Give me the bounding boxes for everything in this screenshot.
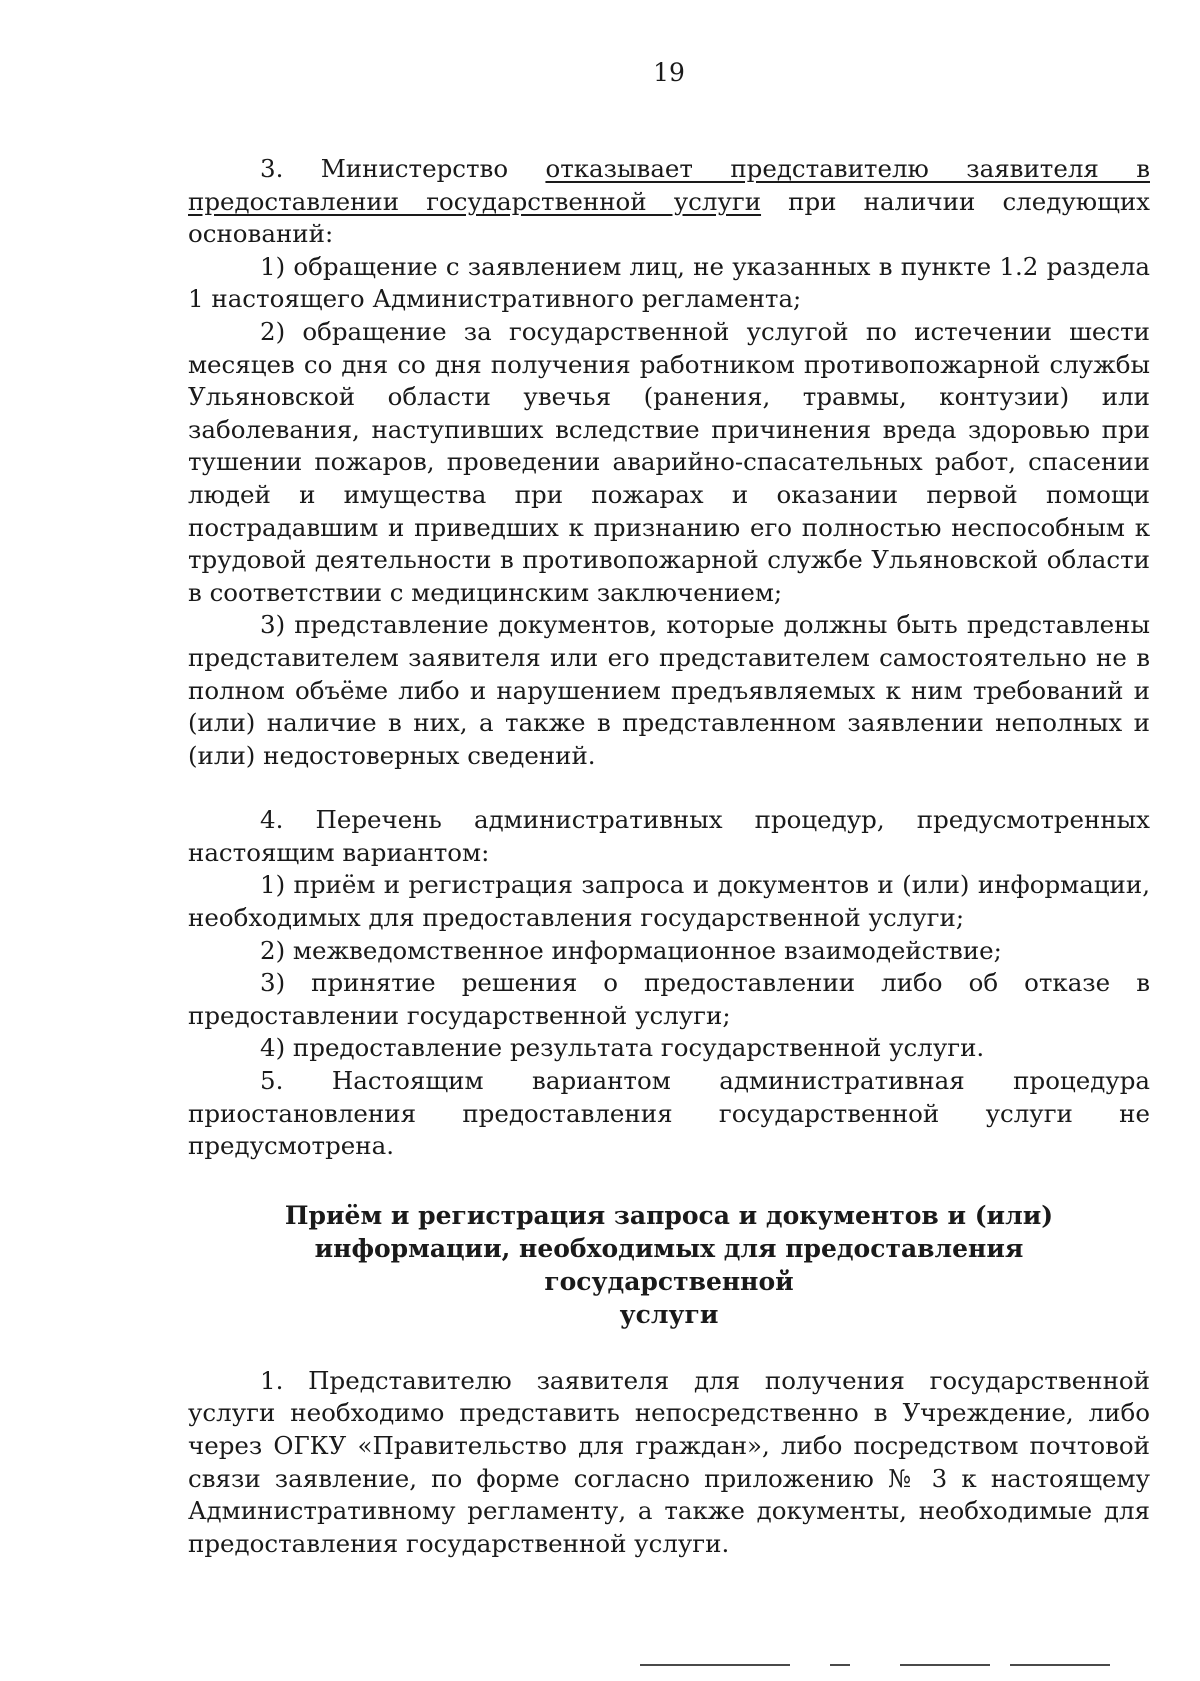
section-3-item-3: 3) представление документов, которые должны быть представлены представителем заявителя или его представителем самостоятельно не в полном объёме либо и нарушением предъявляемых к ним требований и (или) наличие в них, а также в представленном заявлении неполных и (или) недостоверных сведений. <box>188 610 1150 770</box>
section-5-paragraph: 5. Настоящим вариантом административная процедура приостановления предоставления государственной услуги не предусмотрена. <box>188 1066 1150 1161</box>
scan-artifact-line <box>900 1664 990 1666</box>
section-3-lead: 3. Министерство <box>260 154 546 183</box>
section-3-item-2: 2) обращение за государственной услугой по истечении шести месяцев со дня со дня получения работником противопожарной службы Ульяновской области увечья (ранения, травмы, контузии) или заболевания, наступивших вследствие причинения вреда здоровью при тушении пожаров, проведении аварийно-спасательных работ, спасении людей и имущества при пожарах и оказании первой помощи пострадавшим и приведших к признанию его полностью неспособным к трудовой деятельности в противопожарной службе Ульяновской области в соответствии с медицинским заключением; <box>188 316 1150 607</box>
section-heading-line-2: информации, необходимых для предоставления государственной <box>314 1233 1024 1296</box>
document-body <box>188 153 1150 1560</box>
section-3-tail: при наличии следующих оснований: <box>188 186 1150 249</box>
section-4-item-1: 1) приём и регистрация запроса и документов и (или) информации, необходимых для предоставления государственной услуги; <box>188 870 1150 933</box>
section-4-item-4: 4) предоставление результата государственной услуги. <box>260 1033 985 1063</box>
scan-artifact-line <box>1010 1664 1110 1666</box>
section-3-item-1: 1) обращение с заявлением лиц, не указанных в пункте 1.2 раздела 1 настоящего Административного регламента; <box>188 251 1150 314</box>
page-number: 19 <box>653 58 685 87</box>
section-4-item-2: 2) межведомственное информационное взаимодействие; <box>260 935 1002 965</box>
section-3-underlined-text: отказывает представителю заявителя в предоставлении государственной услуги <box>188 154 1150 216</box>
scan-artifact-line <box>830 1664 850 1666</box>
section-heading <box>188 1199 1150 1331</box>
section-heading-line-3: услуги <box>619 1299 719 1329</box>
section-heading-line-1: Приём и регистрация запроса и документов и (или) <box>284 1200 1054 1230</box>
section-4-item-3: 3) принятие решения о предоставлении либо об отказе в предоставлении государственной услуги; <box>188 968 1150 1030</box>
document-page <box>188 0 1150 1681</box>
section-3-paragraph <box>188 153 1150 251</box>
final-paragraph: 1. Представителю заявителя для получения государственной услуги необходимо представить непосредственно в Учреждение, либо через ОГКУ «Правительство для граждан», либо посредством почтовой связи заявление, по форме согласно приложению № 3 к настоящему Административному регламенту, а также документы, необходимые для предоставления государственной услуги. <box>188 1365 1150 1558</box>
scan-artifact-line <box>640 1664 790 1666</box>
section-4-lead: 4. Перечень административных процедур, предусмотренных настоящим вариантом: <box>188 805 1150 867</box>
